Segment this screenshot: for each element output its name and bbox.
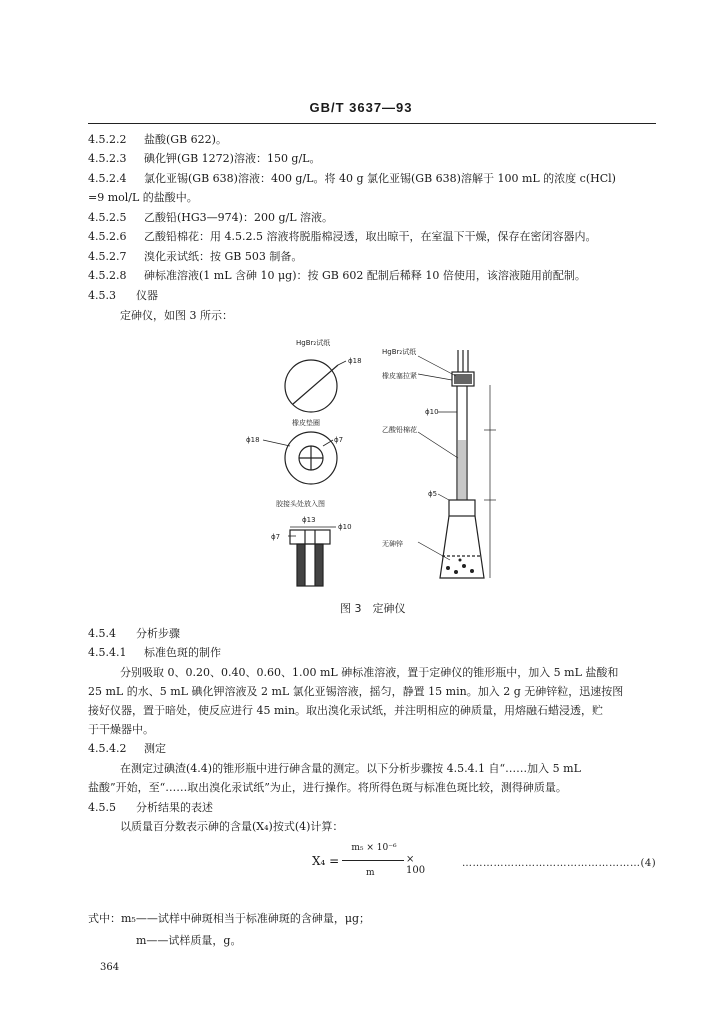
equation-numerator: m₅ × 10⁻⁶: [351, 843, 397, 853]
item-num: 4.5.2.4: [88, 172, 127, 185]
item-text: 乙酸铅棉花：用 4.5.2.5 溶液将脱脂棉浸透，取出晾干，在室温下干燥，保存在密闭容器内。: [144, 230, 597, 243]
para-4541-line2: 25 mL 的水、5 mL 碘化钾溶液及 2 mL 氯化亚锡溶液，摇匀，静置 15 min。加入 2 g 无砷锌粒，迅速按图: [88, 685, 624, 698]
page-number: 364: [100, 962, 120, 973]
label-flask: 无砷锌: [382, 540, 403, 548]
section-num: 4.5.5: [88, 801, 116, 814]
dim-phi10-a: ϕ10: [338, 523, 352, 531]
section-title: 分析结果的表述: [136, 801, 213, 814]
dim-phi18-b: ϕ18: [246, 436, 260, 444]
where-line1: 式中：m₅——试样中砷斑相当于标准砷斑的含砷量，μg；: [88, 912, 371, 925]
section-title: 分析步骤: [136, 627, 180, 640]
section-num: 4.5.3: [88, 289, 116, 302]
dim-phi10-b: ϕ10: [425, 408, 439, 416]
label-paper-right: HgBr₂试纸: [382, 348, 417, 356]
dim-phi13: ϕ13: [302, 516, 316, 524]
standard-header: GB/T 3637—93: [309, 100, 413, 115]
section-title: 标准色斑的制作: [144, 646, 221, 659]
para-4542-line1: 在测定过碘渣(4.4)的锥形瓶中进行砷含量的测定。以下分析步骤按 4.5.4.1 自“……加入 5 mL: [120, 762, 581, 775]
where-line2: m——试样质量，g。: [136, 934, 242, 947]
figure-caption: 图 3 定砷仪: [340, 602, 406, 615]
label-rubber-left: 橡皮垫圈: [292, 419, 320, 427]
joint-flange: [290, 530, 330, 544]
disc-diameter-line: [293, 365, 338, 404]
section-4-5-4-1: [88, 646, 221, 660]
item-num: 4.5.2.8: [88, 269, 127, 282]
label-rubber-plug: 橡皮塞拉紧: [382, 372, 417, 380]
label-paper-left: HgBr₂试纸: [296, 339, 331, 347]
section-4-5-3-text: 定砷仪，如图 3 所示：: [120, 309, 233, 322]
item-text: =9 mol/L 的盐酸中。: [88, 191, 198, 204]
paper-disc: [285, 360, 337, 412]
item-text: 碘化钾(GB 1272)溶液：150 g/L。: [144, 152, 321, 165]
fraction-bar: [342, 860, 404, 861]
section-title: 测定: [144, 742, 166, 755]
section-4-5-4: [88, 627, 180, 641]
item-num: 4.5.2.3: [88, 152, 127, 165]
para-4541-line1: 分别吸取 0、0.20、0.40、0.60、1.00 mL 砷标准溶液，置于定砷仪的锥形瓶中，加入 5 mL 盐酸和: [120, 666, 619, 679]
section-num: 4.5.4.2: [88, 742, 127, 755]
item-text: 乙酸铅(HG3—974)：200 g/L 溶液。: [144, 211, 333, 224]
dim-phi7-a: ϕ7: [334, 436, 344, 444]
section-num: 4.5.4.1: [88, 646, 127, 659]
label-cotton: 乙酸铅棉花: [382, 426, 417, 434]
equation-lhs: X₄ =: [312, 854, 340, 868]
flask-stopper: [449, 500, 475, 516]
item-num: 4.5.2.6: [88, 230, 127, 243]
dim-phi7-b: ϕ7: [271, 533, 281, 541]
item-text: 氯化亚锡(GB 638)溶液：400 g/L。将 40 g 氯化亚锡(GB 638)溶解于 100 mL 的浓度 c(HCl): [144, 172, 616, 185]
item-num: 4.5.2.2: [88, 133, 127, 146]
para-4541-line3: 接好仪器，置于暗处，使反应进行 45 min。取出溴化汞试纸，并注明相应的砷质量，用熔融石蜡浸透，贮: [88, 704, 604, 717]
section-num: 4.5.4: [88, 627, 116, 640]
item-text: 盐酸(GB 622)。: [144, 133, 227, 146]
equation-rhs: × 100: [406, 854, 426, 876]
dim-phi5: ϕ5: [428, 490, 438, 498]
equation-leader: ……………………………………………(4): [462, 858, 657, 869]
label-joint: 胶接头处放入图: [276, 500, 325, 508]
dim-phi18-a: ϕ18: [348, 357, 362, 365]
item-num: 4.5.2.7: [88, 250, 127, 263]
item-text: 砷标准溶液(1 mL 含砷 10 μg)：按 GB 602 配制后稀释 10 倍使用，该溶液随用前配制。: [144, 269, 586, 282]
section-4-5-5: [88, 801, 213, 815]
item-text: 溴化汞试纸：按 GB 503 制备。: [144, 250, 303, 263]
para-4541-line4: 于干燥器中。: [88, 723, 154, 736]
section-title: 仪器: [136, 289, 158, 302]
item-num: 4.5.2.5: [88, 211, 127, 224]
equation-denominator: m: [366, 868, 375, 878]
equation-4: [312, 843, 426, 878]
section-4-5-4-2: [88, 742, 166, 756]
para-455: 以质量百分数表示砷的含量(X₄)按式(4)计算：: [120, 820, 344, 833]
para-4542-line2: 盐酸”开始，至“……取出溴化汞试纸”为止，进行操作。将所得色斑与标准色斑比较，测得砷质量。: [88, 781, 567, 794]
